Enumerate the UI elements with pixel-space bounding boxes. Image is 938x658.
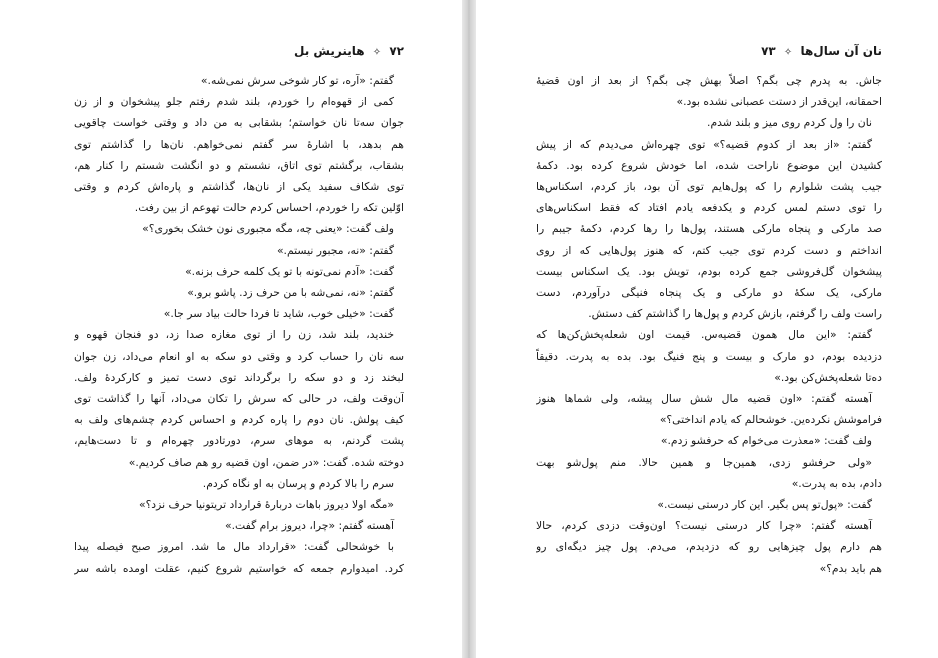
- text-line: گفت: «خیلی خوب، شاید تا فردا حالت بیاد سر جا.»: [163, 307, 394, 321]
- text-line: فراموشش نکرده‌ین. خوشحالم که یادم انداختی؟»: [659, 413, 882, 427]
- left-page: [0, 0, 462, 658]
- left-running-title: هاینریش بل: [294, 44, 365, 58]
- text-line: دادم، بده به پدرت.»: [791, 476, 882, 490]
- text-line: بشقاب، برگشتم توی اتاق، نشستم و دو انگشت شستم را کنار هم،: [74, 158, 404, 172]
- left-page-number: ۷۲: [389, 44, 404, 58]
- text-line: احمقانه، این‌قدر از دستت عصبانی نشده بود.»: [676, 95, 882, 109]
- text-line: لبخند زد و دو سکه را برگرداند توی دست تمیز و کارکردهٔ ولف.: [74, 370, 404, 384]
- text-line: آهسته گفتم: «چرا، دیروز برام گفت.»: [224, 519, 394, 533]
- text-line: آهسته گفتم: «اون قضیه مال شش سال پیشه، ولی شماها هنوز: [536, 392, 872, 406]
- text-line: کرد. امیدوارم جمعه که خواستیم شروع کنیم، عقلت اومده باشه سر: [74, 561, 404, 575]
- left-page-body: [74, 70, 404, 579]
- text-line: را توی دستم لمس کردم و یکدفعه یادم افتاد که فقط اسکناس‌های: [536, 201, 882, 215]
- text-line: سرم را بالا کردم و پرسان به او نگاه کردم.: [202, 476, 394, 490]
- right-running-title: نان آن سال‌ها: [800, 44, 882, 58]
- right-page-body: [536, 70, 882, 579]
- text-line: دزدیده بودم، دو مارک و بیست و پنج فنیگ بود. بده به پدرت. دقیقاً: [536, 349, 882, 363]
- left-page-header: [294, 44, 404, 58]
- text-line: کمی از قهوه‌ام را خوردم، بلند شدم رفتم جلو پیشخوان و از زن: [74, 95, 394, 109]
- text-line: گفتم: «این مال همون قضیه‌س. قیمت اون شعله‌پخش‌کن‌ها که: [536, 328, 872, 342]
- text-line: کیف پولش. نان دوم را پاره کردم و احساس کردم چشم‌های ولف به: [74, 413, 404, 427]
- text-line: صد مارکی و پنجاه مارکی هستند، پول‌ها را رها کردم، دکمهٔ جیبم را: [536, 222, 882, 236]
- text-line: هم بدهد، با اشارهٔ سر گفتم نمی‌خواهم. نان‌ها را گذاشتم توی: [74, 137, 404, 151]
- text-line: گفتم: «آره، تو کار شوخی سرش نمی‌شه.»: [200, 74, 394, 87]
- text-line: گفت: «پول‌تو پس بگیر. این کار درستی نیست.»: [657, 498, 872, 512]
- right-page-number: ۷۳: [761, 44, 776, 58]
- text-line: گفتم: «از بعد از کدوم قضیه؟» توی چهره‌اش می‌دیدم که از پیش: [536, 137, 872, 151]
- text-line: مارکی، یک سکهٔ دو مارکی و یک پنجاه فنیگی درآوردم، دست: [536, 286, 882, 300]
- text-line: گفتم: «نه، نمی‌شه با من حرف زد. پاشو برو.»: [187, 286, 394, 300]
- book-spine-gutter: [462, 0, 476, 658]
- text-line: گفتم: «نه، مجبور نیستم.»: [276, 243, 394, 257]
- text-line: اوّلین تکه را خوردم، احساس کردم حالت تهوعم از بین رفت.: [134, 201, 404, 215]
- text-line: با خوشحالی گفت: «قرارداد مال ما شد. امروز صبح فیصله پیدا: [74, 540, 394, 554]
- diamond-ornament-icon: ✧: [372, 47, 382, 58]
- text-line: ولف گفت: «معذرت می‌خوام که حرفشو زدم.»: [660, 434, 872, 448]
- text-line: پشت گردنم، به موهای سرم، دورتادور چهره‌ام و تا دست‌هایم،: [74, 434, 404, 448]
- text-line: جاش. به پدرم چی بگم؟ اصلاً بهش چی بگم؟ از بعد از اون قضیهٔ: [536, 74, 882, 87]
- text-line: هم باید بدم؟»: [819, 561, 882, 575]
- text-line: گفت: «آدم نمی‌تونه با تو یک کلمه حرف بزنه.»: [185, 264, 394, 278]
- text-line: انداختم و دست کردم توی جیب کتم، که هنوز پول‌هایی که از روی: [536, 243, 882, 257]
- text-line: جوان سه‌تا نان خواستم؛ بشقابی به من داد و وقتی خواست چاقویی: [74, 116, 404, 130]
- text-line: کشیدن این موضوع ناراحت شده، اما خودش شروع کرده بود. دکمهٔ: [536, 158, 882, 172]
- diamond-ornament-icon: ✧: [783, 47, 793, 58]
- text-line: راست ولف را گرفتم، بازش کردم و پول‌ها را گذاشتم کف دستش.: [588, 307, 882, 321]
- text-line: خندید، بلند شد، زن را از توی مغازه صدا زد، دو فنجان قهوه و: [74, 328, 394, 342]
- text-line: «ولی حرفشو زدی، همین‌جا و همین حالا. منم پول‌شو بهت: [536, 455, 872, 469]
- right-page-header: [761, 44, 882, 58]
- text-line: هم دارم پول چیزهایی رو که دزدیدم، می‌دم. پول چیز دیگه‌ای رو: [536, 540, 882, 554]
- text-line: آن‌وقت ولف، در حالی که سرش را تکان می‌داد، آنها را گذاشت توی: [74, 392, 404, 406]
- text-line: آهسته گفتم: «چرا کار درستی نیست؟ اون‌وقت دزدی کردم، حالا: [536, 519, 872, 533]
- text-line: ده‌تا شعله‌پخش‌کن بود.»: [774, 370, 882, 384]
- right-page: [476, 0, 938, 658]
- text-line: «مگه اولا دیروز باهات دربارهٔ قرارداد تریتونیا حرف نزد؟»: [138, 498, 394, 512]
- text-line: نان را ول کردم روی میز و بلند شدم.: [707, 116, 872, 130]
- text-line: سه نان را حساب کرد و وقتی دو سکه به او انعام می‌داد، زن جوان: [74, 349, 404, 363]
- text-line: دوخته شده. گفت: «در ضمن، اون قضیه رو هم صاف کردیم.»: [128, 455, 404, 469]
- text-line: جیب پشت شلوارم را که پول‌هایم توی آن بود، باز کردم، اسکناس‌ها: [536, 180, 882, 194]
- text-line: توی شکاف سفید یکی از نان‌ها، گذاشتم و پاره‌اش کردم و وقتی: [74, 180, 404, 194]
- text-line: پیشخوان گل‌فروشی جمع کرده بودم، تویش بود. یک اسکناس بیست: [536, 264, 882, 278]
- text-line: ولف گفت: «یعنی چه، مگه مجبوری نون خشک بخوری؟»: [142, 222, 394, 236]
